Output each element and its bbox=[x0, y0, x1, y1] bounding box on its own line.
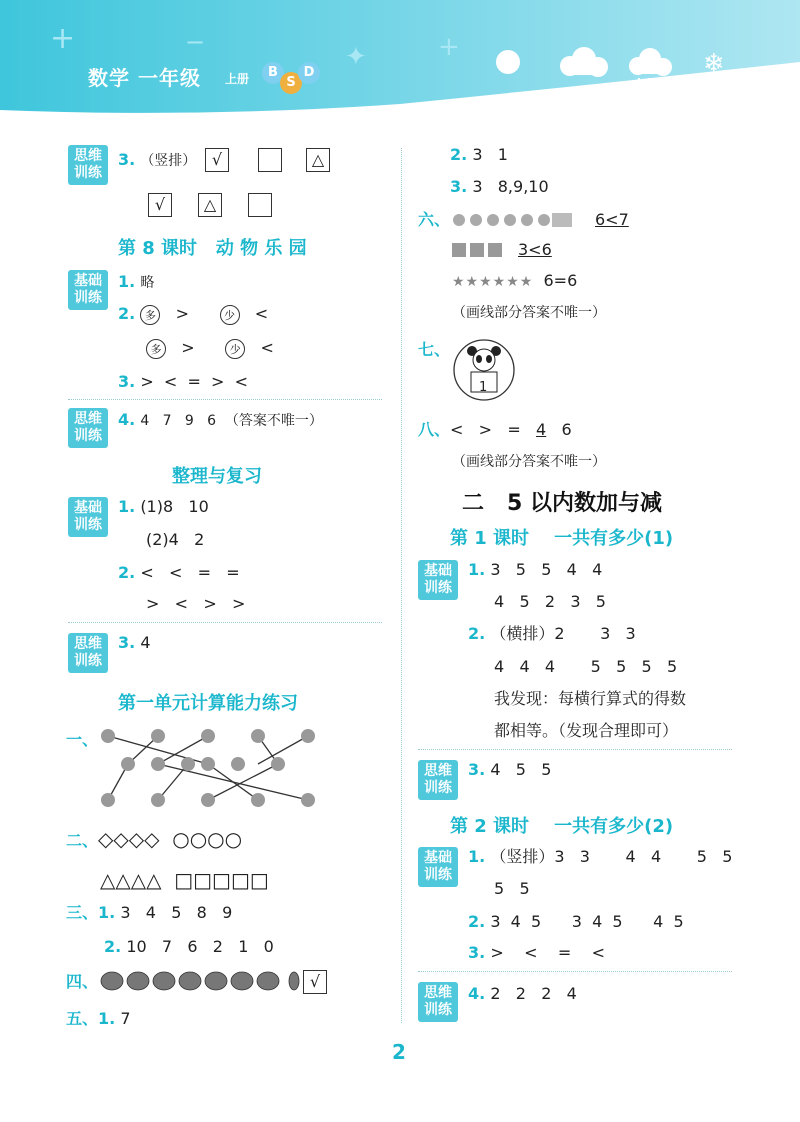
badge-siwei: 思维 训练 bbox=[418, 760, 458, 800]
left-line-1: 3. （竖排） bbox=[118, 150, 197, 169]
right-line-4: 3<6 bbox=[518, 240, 552, 259]
badge-jichu: 基础 训练 bbox=[68, 270, 108, 310]
section-heading: 第 1 课时 一共有多少(1) bbox=[450, 528, 674, 549]
badge-jichu: 基础 训练 bbox=[418, 847, 458, 887]
left-line-9: (2)4 2 bbox=[146, 530, 205, 549]
right-line-8: 八、< > = 4 6 bbox=[418, 420, 572, 439]
left-line-11: > < > > bbox=[146, 594, 246, 613]
column-divider bbox=[401, 148, 402, 1023]
svg-text:+: + bbox=[438, 32, 460, 62]
header-background bbox=[0, 0, 800, 122]
section-heading: 第 8 课时 动 物 乐 园 bbox=[118, 238, 307, 259]
right-line-7: 七、 bbox=[418, 340, 451, 359]
right-line-2: 3. 3 8,9,10 bbox=[450, 177, 549, 196]
dotted-separator bbox=[418, 749, 732, 750]
matching-diagram bbox=[100, 724, 325, 814]
badge-siwei: 思维 训练 bbox=[68, 145, 108, 185]
left-line-17: 2. 10 7 6 2 1 0 bbox=[104, 937, 274, 956]
check-box: √ bbox=[303, 970, 327, 994]
square-row bbox=[452, 242, 512, 258]
dotted-separator bbox=[68, 399, 382, 400]
answer-box: √ bbox=[205, 148, 229, 172]
right-line-10: 1. 3 5 5 4 4 bbox=[468, 560, 603, 579]
sun-icon bbox=[496, 50, 520, 74]
right-line-15: 都相等。（发现合理即可） bbox=[494, 721, 679, 740]
left-line-14: 二、◇◇◇◇ ○○○○ bbox=[66, 827, 243, 851]
answer-box bbox=[248, 193, 272, 217]
section-heading: 整理与复习 bbox=[172, 466, 262, 487]
right-line-12: 2. （横排）2 3 3 bbox=[468, 624, 636, 643]
right-line-17: 1. （竖排）3 3 4 4 5 5 bbox=[468, 847, 733, 866]
badge-siwei: 思维 训练 bbox=[68, 408, 108, 448]
bsd-s: S bbox=[280, 72, 302, 94]
answer-box: △ bbox=[198, 193, 222, 217]
dotted-separator bbox=[68, 622, 382, 623]
left-line-18: 四、 bbox=[66, 972, 99, 991]
right-line-21: 4. 2 2 2 4 bbox=[468, 984, 577, 1003]
right-line-9: （画线部分答案不唯一） bbox=[452, 454, 606, 470]
badge-jichu: 基础 训练 bbox=[418, 560, 458, 600]
header-subtitle: 上册 bbox=[225, 72, 250, 86]
left-line-10: 2. < < = = bbox=[118, 563, 240, 582]
chapter-heading: 二 5 以内数加与减 bbox=[462, 491, 662, 516]
svg-text:+: + bbox=[50, 21, 76, 56]
left-line-16: 三、1. 3 4 5 8 9 bbox=[66, 903, 233, 922]
page-number: 2 bbox=[392, 1040, 406, 1064]
left-line-19: 五、1. 7 bbox=[66, 1009, 131, 1028]
right-line-16: 3. 4 5 5 bbox=[468, 760, 552, 779]
answer-box: √ bbox=[148, 193, 172, 217]
section-heading: 第一单元计算能力练习 bbox=[118, 693, 298, 714]
bsd-d: D bbox=[298, 62, 320, 84]
snowflake-icon: ❄ bbox=[703, 49, 725, 79]
left-line-4: 2. 多 > 少 < bbox=[118, 304, 269, 323]
left-line-15: △△△△ □□□□□ bbox=[100, 868, 269, 892]
right-line-6: （画线部分答案不唯一） bbox=[452, 305, 606, 321]
left-line-5: 多 > 少 < bbox=[146, 338, 274, 359]
badge-siwei: 思维 训练 bbox=[418, 982, 458, 1022]
right-line-20: 3. > < = < bbox=[468, 943, 605, 962]
right-line-5: ★★★★★★ 6=6 bbox=[452, 271, 578, 290]
bsd-b: B bbox=[262, 62, 284, 84]
right-line-14: 我发现：每横行算式的得数 bbox=[494, 689, 687, 708]
dot-row bbox=[452, 212, 582, 228]
section-heading: 第 2 课时 一共有多少(2) bbox=[450, 816, 674, 837]
right-line-18: 5 5 bbox=[494, 879, 530, 898]
header-title: 数学 一年级 bbox=[88, 66, 201, 90]
left-line-8: 1. (1)8 10 bbox=[118, 497, 209, 516]
page-header bbox=[0, 0, 800, 122]
badge-siwei: 思维 训练 bbox=[68, 633, 108, 673]
right-line-3-answer: 6<7 bbox=[595, 210, 629, 229]
badge-jichu: 基础 训练 bbox=[68, 497, 108, 537]
left-line-13: 一、 bbox=[66, 730, 99, 749]
dotted-separator bbox=[418, 971, 732, 972]
right-line-13: 4 4 4 5 5 5 5 bbox=[494, 657, 678, 676]
right-line-19: 2. 3 4 5 3 4 5 4 5 bbox=[468, 912, 684, 931]
right-line-1: 2. 3 1 bbox=[450, 145, 508, 164]
left-line-6: 3. > < = > < bbox=[118, 372, 249, 391]
svg-text:✦: ✦ bbox=[345, 42, 367, 72]
hedgehog-row bbox=[100, 968, 300, 994]
left-line-3: 1. 略 bbox=[118, 272, 155, 291]
left-line-12: 3. 4 bbox=[118, 633, 151, 652]
right-line-3: 六、 bbox=[418, 210, 451, 229]
left-line-7: 4. 4 7 9 6 （答案不唯一） bbox=[118, 410, 323, 429]
panda-digit: 1 bbox=[479, 380, 488, 395]
svg-text:−: − bbox=[185, 28, 206, 56]
answer-box: △ bbox=[306, 148, 330, 172]
answer-box bbox=[258, 148, 282, 172]
right-line-11: 4 5 2 3 5 bbox=[494, 592, 606, 611]
